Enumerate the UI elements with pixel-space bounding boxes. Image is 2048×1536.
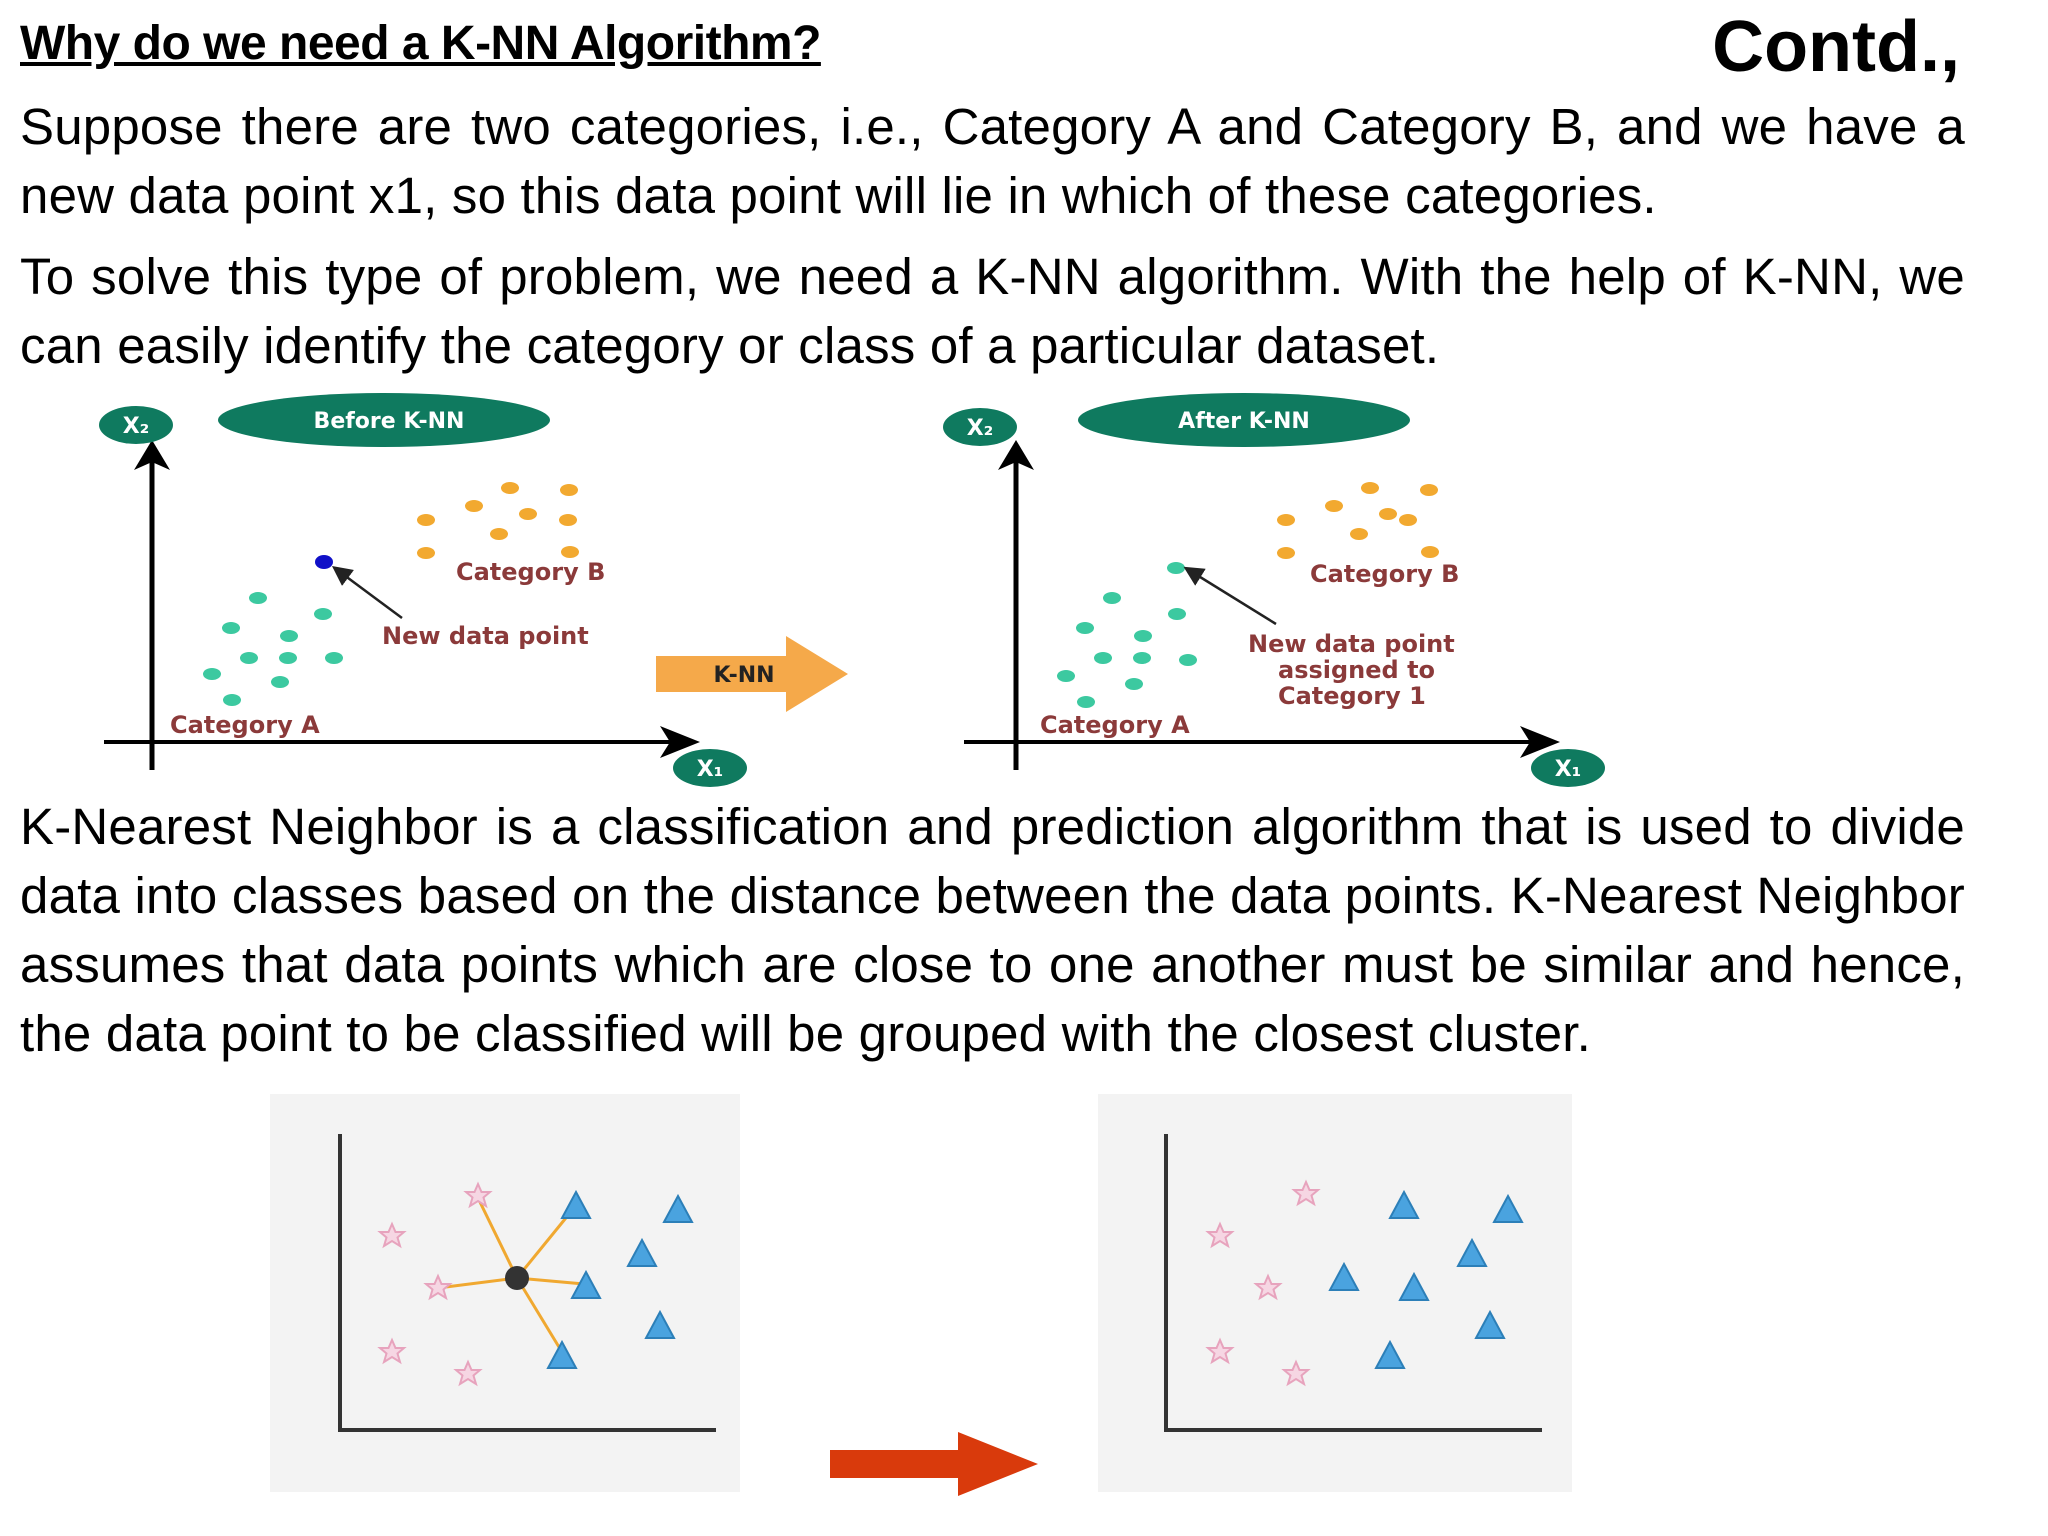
slide-heading: Why do we need a K-NN Algorithm? bbox=[20, 17, 821, 70]
triangle-point bbox=[1400, 1274, 1428, 1300]
triangle-point bbox=[1376, 1342, 1404, 1368]
cat-a-point bbox=[1077, 696, 1095, 708]
cat-b-point bbox=[1277, 514, 1295, 526]
assigned-label-line3: Category 1 bbox=[1278, 682, 1426, 710]
cat-a-point bbox=[1133, 652, 1151, 664]
before-x2-label: X₂ bbox=[122, 414, 150, 439]
neighbors-panel-left bbox=[270, 1094, 740, 1492]
cat-a-point bbox=[1168, 608, 1186, 620]
before-x1-label: X₁ bbox=[696, 757, 724, 782]
cat-a-point bbox=[240, 652, 258, 664]
triangle-point bbox=[628, 1240, 656, 1266]
cat-a-point bbox=[1125, 678, 1143, 690]
cat-b-point bbox=[560, 484, 578, 496]
cat-b-point bbox=[1379, 508, 1397, 520]
after-x2-label: X₂ bbox=[966, 416, 994, 441]
neighbors-panel-right bbox=[1098, 1094, 1572, 1492]
before-category-b-points bbox=[417, 482, 579, 559]
triangle-point bbox=[548, 1342, 576, 1368]
cat-b-point bbox=[1350, 528, 1368, 540]
cat-b-point bbox=[417, 547, 435, 559]
knn-arrow-label: K-NN bbox=[713, 663, 775, 688]
neighbor-line bbox=[438, 1278, 517, 1288]
triangle-point bbox=[572, 1272, 600, 1298]
cat-a-point bbox=[314, 608, 332, 620]
cat-a-point bbox=[1134, 630, 1152, 642]
red-transition-arrow bbox=[830, 1432, 1038, 1496]
triangle-point bbox=[1476, 1312, 1504, 1338]
before-category-b-label: Category B bbox=[456, 558, 606, 586]
star-point bbox=[380, 1340, 404, 1362]
triangle-point bbox=[664, 1196, 692, 1222]
cat-b-point bbox=[1421, 546, 1439, 558]
neighbor-line bbox=[517, 1278, 562, 1352]
after-category-a-label: Category A bbox=[1040, 711, 1190, 739]
neighbor-line bbox=[478, 1198, 517, 1278]
after-title: After K-NN bbox=[1178, 409, 1310, 434]
star-point bbox=[1208, 1340, 1232, 1362]
cat-a-point bbox=[222, 622, 240, 634]
after-category-b-points bbox=[1277, 482, 1439, 559]
cat-b-point bbox=[1420, 484, 1438, 496]
neighbor-line bbox=[517, 1278, 584, 1284]
triangle-point bbox=[1494, 1196, 1522, 1222]
cat-b-point bbox=[519, 508, 537, 520]
star-point bbox=[380, 1224, 404, 1246]
triangle-point bbox=[646, 1312, 674, 1338]
new-data-point-label: New data point bbox=[382, 622, 589, 650]
left-panel-bg bbox=[270, 1094, 740, 1492]
before-category-a-points bbox=[203, 592, 343, 706]
cat-a-point bbox=[280, 630, 298, 642]
star-point bbox=[1256, 1276, 1280, 1298]
cat-a-point bbox=[249, 592, 267, 604]
after-x1-label: X₁ bbox=[1554, 757, 1582, 782]
cat-a-point bbox=[1103, 592, 1121, 604]
paragraph-knn-need: To solve this type of problem, we need a K-NN algorithm. With the help of K-NN, we can easily identify the category or class of a particular dataset. bbox=[20, 248, 1965, 374]
cat-b-point bbox=[1277, 547, 1295, 559]
cat-b-point bbox=[559, 514, 577, 526]
before-knn-panel bbox=[99, 393, 747, 787]
after-knn-panel bbox=[943, 393, 1605, 787]
query-point bbox=[505, 1266, 529, 1290]
cat-b-point bbox=[490, 528, 508, 540]
cat-a-point bbox=[203, 668, 221, 680]
cat-a-point bbox=[1076, 622, 1094, 634]
star-point bbox=[1284, 1362, 1308, 1384]
cat-a-point bbox=[1057, 670, 1075, 682]
star-point bbox=[426, 1276, 450, 1298]
assigned-label-line1: New data point bbox=[1248, 630, 1455, 658]
cat-b-point bbox=[561, 546, 579, 558]
cat-b-point bbox=[1325, 500, 1343, 512]
new-data-point bbox=[315, 555, 333, 569]
contd-label: Contd., bbox=[1712, 7, 1960, 87]
cat-a-point bbox=[271, 676, 289, 688]
star-point bbox=[466, 1184, 490, 1206]
triangle-point bbox=[1330, 1264, 1358, 1290]
cat-a-point bbox=[279, 652, 297, 664]
cat-b-point bbox=[465, 500, 483, 512]
after-category-b-label: Category B bbox=[1310, 560, 1460, 588]
knn-transform-arrow bbox=[656, 636, 848, 712]
assigned-point bbox=[1167, 562, 1185, 574]
triangle-point bbox=[562, 1192, 590, 1218]
cat-a-point bbox=[325, 652, 343, 664]
before-category-a-label: Category A bbox=[170, 711, 320, 739]
cat-b-point bbox=[1361, 482, 1379, 494]
paragraph-knn-definition: K-Nearest Neighbor is a classification and prediction algorithm that is used to divide data into classes based on the distance between the data points. K-Nearest Neighbor assumes that data points which are close to one another must be similar and hence, the data point to be classified will be grouped with the closest cluster. bbox=[20, 798, 1965, 1062]
star-point bbox=[456, 1362, 480, 1384]
triangle-point bbox=[1458, 1240, 1486, 1266]
new-point-pointer bbox=[340, 572, 402, 618]
cat-a-point bbox=[1179, 654, 1197, 666]
neighbor-lines bbox=[438, 1198, 584, 1352]
paragraph-categories: Suppose there are two categories, i.e., Category A and Category B, and we have a new data point x1, so this data point will lie in which of these categories. bbox=[20, 98, 1965, 224]
before-title: Before K-NN bbox=[313, 409, 465, 434]
right-panel-bg bbox=[1098, 1094, 1572, 1492]
neighbor-line bbox=[517, 1208, 574, 1278]
cat-b-point bbox=[1399, 514, 1417, 526]
assigned-pointer bbox=[1192, 572, 1276, 624]
star-point bbox=[1294, 1182, 1318, 1204]
triangle-point bbox=[1390, 1192, 1418, 1218]
cat-b-point bbox=[417, 514, 435, 526]
after-category-a-points bbox=[1057, 562, 1197, 708]
cat-a-point bbox=[223, 694, 241, 706]
assigned-label-line2: assigned to bbox=[1278, 656, 1436, 684]
star-point bbox=[1208, 1224, 1232, 1246]
cat-a-point bbox=[1094, 652, 1112, 664]
cat-b-point bbox=[501, 482, 519, 494]
